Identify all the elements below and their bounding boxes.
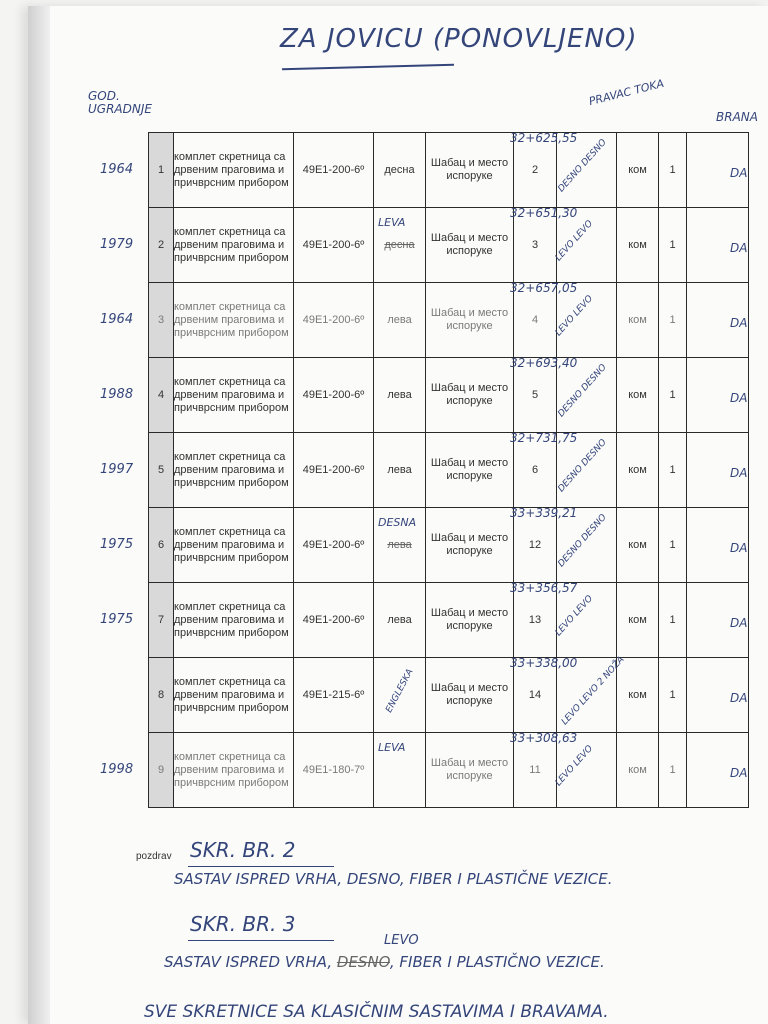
direction-cell	[553, 733, 617, 808]
correction-levo: LEVO	[384, 933, 419, 948]
pozdrav-label: pozdrav	[136, 851, 172, 862]
switch-side	[374, 433, 426, 508]
direction-cell	[557, 358, 617, 433]
switch-number	[510, 131, 578, 208]
unit-label: ком	[617, 433, 659, 508]
item-count: 1	[659, 658, 687, 733]
item-count: 1	[659, 283, 687, 358]
row-number: 3	[149, 283, 174, 358]
switch-type-code: 49E1-200-6º	[294, 283, 374, 358]
handwritten-km: 33+339,21	[510, 506, 578, 520]
table-row	[149, 658, 749, 733]
switch-number	[510, 656, 578, 733]
note2-end: , FIBER I PLASTIČNO VEZICE.	[389, 953, 605, 971]
switch-side	[374, 583, 426, 658]
row-number: 2	[149, 208, 174, 283]
switch-type-code: 49E1-200-6º	[294, 208, 374, 283]
direction-column-label: PRAVAC TOKA	[587, 76, 666, 109]
handwritten-km: 32+625,55	[510, 131, 578, 145]
handwritten-title: ZA JOVICU (PONOVLJENO)	[280, 24, 638, 54]
switch-number	[510, 506, 578, 583]
handwritten-km: 32+651,30	[510, 206, 578, 220]
table-row	[149, 583, 749, 658]
note2-start: SASTAV ISPRED VRHA,	[164, 953, 337, 971]
item-description: комплет скретница са дрвеним праговима и причврсним прибором	[174, 733, 294, 808]
handwritten-direction: LEVO LEVO 2 NOŽA	[559, 654, 627, 728]
delivery-place: Шабац и место испоруке	[426, 358, 514, 433]
brana-da: DA	[730, 541, 748, 555]
handwritten-side: LEVA	[378, 216, 406, 229]
year-installed: 1979	[100, 237, 134, 252]
year-installed: 1975	[100, 537, 134, 552]
direction-cell	[557, 654, 627, 733]
handwritten-km: 32+657,05	[510, 281, 578, 295]
item-description: комплет скретница са дрвеним праговима и причврсним прибором	[174, 433, 294, 508]
switch-number-value: 13	[528, 614, 542, 626]
switch-side	[374, 208, 426, 283]
delivery-place: Шабац и место испоруке	[426, 208, 514, 283]
handwritten-direction: LEVO LEVO	[553, 218, 596, 264]
switch-type-code: 49E1-200-6º	[294, 133, 374, 208]
handwritten-km: 32+693,40	[510, 356, 578, 370]
printed-side: десна	[384, 239, 415, 251]
item-count: 1	[659, 583, 687, 658]
direction-cell	[557, 133, 617, 208]
brana-da: DA	[730, 391, 748, 405]
switch-side	[374, 283, 426, 358]
item-description: комплет скретница са дрвеним праговима и причврсним прибором	[174, 358, 294, 433]
handwritten-direction: LEVO LEVO	[553, 293, 596, 339]
all-switches-note: SVE SKRETNICE SA KLASIČNIM SASTAVIMA I BRAVAMA.	[144, 1002, 609, 1022]
switch-number-2-heading: SKR. BR. 2	[190, 838, 296, 862]
delivery-place: Шабац и место испоруке	[426, 433, 514, 508]
table-row	[149, 133, 749, 208]
unit-label: ком	[617, 133, 659, 208]
printed-side: лева	[387, 464, 412, 476]
handwritten-side: DESNA	[378, 516, 417, 529]
year-column-label: GOD. UGRADNJE	[88, 89, 152, 116]
unit-label: ком	[617, 208, 659, 283]
switch-type-code: 49E1-200-6º	[294, 433, 374, 508]
table-row	[149, 508, 749, 583]
switch-number-value: 14	[528, 689, 542, 701]
item-count: 1	[659, 358, 687, 433]
brana-da: DA	[730, 241, 748, 255]
direction-cell	[553, 583, 617, 658]
table-row	[149, 433, 749, 508]
handwritten-km: 33+308,63	[510, 731, 578, 745]
handwritten-km: 33+356,57	[510, 581, 578, 595]
item-description: комплет скретница са дрвеним праговима и причврсним прибором	[174, 658, 294, 733]
delivery-place: Шабац и место испоруке	[426, 283, 514, 358]
switch-side	[374, 733, 426, 808]
brana-da: DA	[730, 691, 748, 705]
item-description: комплет скретница са дрвеним праговима и причврсним прибором	[174, 208, 294, 283]
note2-struck: DESNO	[336, 953, 390, 971]
table-row	[149, 283, 749, 358]
direction-cell	[553, 283, 617, 358]
handwritten-km: 32+731,75	[510, 431, 578, 445]
row-number: 1	[149, 133, 174, 208]
switch-number-value: 3	[531, 239, 539, 251]
table-row	[149, 208, 749, 283]
switch-type-code: 49E1-215-6º	[294, 658, 374, 733]
brana-da: DA	[730, 166, 748, 180]
handwritten-direction: LEVO LEVO	[553, 593, 596, 639]
unit-label: ком	[617, 508, 659, 583]
switch-2-note: SASTAV ISPRED VRHA, DESNO, FIBER I PLASTIČNE VEZICE.	[174, 870, 613, 888]
handwritten-direction: DESNO DESNO	[556, 362, 609, 420]
item-description: комплет скретница са дрвеним праговима и причврсним прибором	[174, 133, 294, 208]
row-number: 8	[149, 658, 174, 733]
switch-type-code: 49E1-200-6º	[294, 358, 374, 433]
direction-cell	[557, 433, 617, 508]
handwritten-side: LEVA	[378, 741, 406, 754]
year-installed: 1998	[100, 762, 134, 777]
year-installed: 1988	[100, 387, 134, 402]
printed-side: лева	[387, 389, 412, 401]
delivery-place: Шабац и место испоруке	[426, 508, 514, 583]
delivery-place: Шабац и место испоруке	[426, 658, 514, 733]
switch-number-value: 11	[529, 764, 541, 776]
brana-da: DA	[730, 466, 748, 480]
item-description: комплет скретница са дрвеним праговима и причврсним прибором	[174, 283, 294, 358]
item-count: 1	[659, 208, 687, 283]
switch-type-code: 49E1-200-6º	[294, 583, 374, 658]
page-edge-shadow	[28, 6, 50, 1024]
skr2-underline	[188, 940, 334, 941]
switch-number-value: 4	[531, 314, 539, 326]
item-count: 1	[659, 733, 687, 808]
unit-label: ком	[617, 658, 659, 733]
switch-side	[374, 133, 426, 208]
row-number: 6	[149, 508, 174, 583]
table-row	[149, 733, 749, 808]
item-description: комплет скретница са дрвеним праговима и причврсним прибором	[174, 508, 294, 583]
switch-side	[374, 658, 426, 733]
printed-side: лева	[387, 614, 412, 626]
handwritten-direction: DESNO DESNO	[556, 137, 609, 195]
year-installed: 1964	[100, 312, 134, 327]
unit-label: ком	[617, 283, 659, 358]
row-number: 9	[149, 733, 174, 808]
direction-cell	[553, 208, 617, 283]
row-number: 7	[149, 583, 174, 658]
handwritten-km: 33+338,00	[510, 656, 578, 670]
item-count: 1	[659, 433, 687, 508]
item-count: 1	[659, 133, 687, 208]
delivery-place: Шабац и место испоруке	[426, 583, 514, 658]
switch-type-code: 49E1-180-7º	[294, 733, 374, 808]
brana-da: DA	[730, 616, 748, 630]
brana-da: DA	[730, 766, 748, 780]
unit-label: ком	[617, 583, 659, 658]
handwritten-direction: DESNO DESNO	[556, 437, 609, 495]
year-installed: 1964	[100, 162, 134, 177]
switch-3-note	[164, 953, 605, 971]
printed-side: десна	[384, 164, 415, 176]
row-number: 4	[149, 358, 174, 433]
skr1-underline	[188, 866, 334, 867]
handwritten-direction: LEVO LEVO	[553, 743, 596, 789]
item-count: 1	[659, 508, 687, 583]
unit-label: ком	[617, 733, 659, 808]
handwritten-direction: DESNO DESNO	[556, 512, 609, 570]
delivery-place: Шабац и место испоруке	[426, 733, 514, 808]
switch-side	[374, 508, 426, 583]
switch-number-value: 2	[531, 164, 539, 176]
item-description: комплет скретница са дрвеним праговима и причврсним прибором	[174, 583, 294, 658]
switch-side	[374, 358, 426, 433]
switch-number-value: 6	[531, 464, 539, 476]
switch-number	[510, 431, 578, 508]
switch-number-3-heading: SKR. BR. 3	[190, 912, 296, 936]
row-number: 5	[149, 433, 174, 508]
table-row	[149, 358, 749, 433]
switch-number	[510, 356, 578, 433]
printed-side: лева	[387, 539, 412, 551]
handwritten-side: ENGLESKA	[384, 667, 416, 715]
switch-type-code: 49E1-200-6º	[294, 508, 374, 583]
switch-table	[148, 132, 749, 808]
brana-da: DA	[730, 316, 748, 330]
year-installed: 1975	[100, 612, 134, 627]
year-installed: 1997	[100, 462, 134, 477]
unit-label: ком	[617, 358, 659, 433]
printed-side: лева	[387, 314, 412, 326]
switch-number-value: 12	[528, 539, 542, 551]
delivery-place: Шабац и место испоруке	[426, 133, 514, 208]
direction-cell	[557, 508, 617, 583]
switch-number-value: 5	[531, 389, 539, 401]
brana-column-label: BRANA	[716, 110, 758, 124]
